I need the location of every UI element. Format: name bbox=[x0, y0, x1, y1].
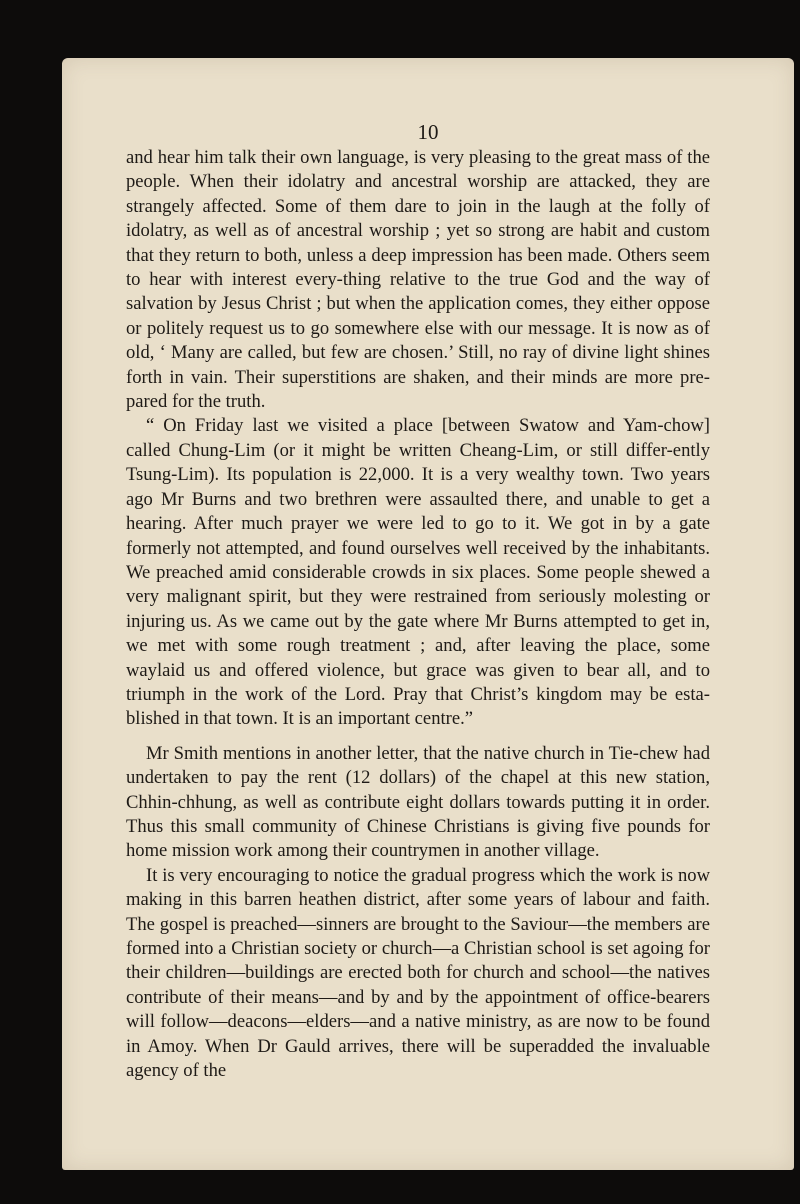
page-body-text bbox=[126, 146, 710, 1083]
page-number: 10 bbox=[417, 120, 439, 144]
paragraph-idolatry: and hear him talk their own language, is very pleasing to the great mass of the people. When their idolatry and ancestral worship are attacked, they are strangely affected. Some of them dare to join in the laugh at the folly of idolatry, as well as of ancestral worship ; yet so strong are habit and custom that they return to both, unless a deep impression has been made. Others seem to hear with interest every-thing relative to the true God and the way of salvation by Jesus Christ ; but when the application comes, they either oppose or politely request us to go somewhere else with our message. It is now as of old, ‘ Many are called, but few are chosen.’ Still, no ray of divine light shines forth in vain. Their superstitions are shaken, and their minds are more pre-pared for the truth. bbox=[126, 147, 710, 413]
paragraph-native-church: Mr Smith mentions in another letter, that the native church in Tie-chew had undertaken to pay the rent (12 dollars) of the chapel at this new station, Chhin-chhung, as well as contribute eight dollars towards putting it in order. Thus this small community of Chinese Christians is giving five pounds for home mission work among their countrymen in another village. bbox=[126, 742, 710, 862]
paragraph-chung-lim: “ On Friday last we visited a place [between Swatow and Yam-chow] called Chung-Lim (or it might be written Cheang-Lim, or still differ-ently Tsung-Lim). Its population is 22,000. It is a very wealthy town. Two years ago Mr Burns and two brethren were assaulted there, and unable to get a hearing. After much prayer we were led to go to it. We got in by a gate formerly not attempted, and found ourselves well received by the inhabitants. We preached amid considerable crowds in six places. Some people shewed a very malignant spirit, but they were restrained from seriously molesting or injuring us. As we came out by the gate where Mr Burns attempted to get in, we met with some rough treatment ; and, after leaving the place, some waylaid us and offered violence, but grace was given to bear all, and to triumph in the work of the Lord. Pray that Christ’s kingdom may be esta-blished in that town. It is an important centre.” bbox=[126, 415, 710, 730]
paragraph-progress: It is very encouraging to notice the gradual progress which the work is now making in this barren heathen district, after some years of labour and faith. The gospel is preached—sinners are brought to the Saviour—the members are formed into a Christian society or church—a Christian school is set agoing for their children—buildings are erected both for church and school—the natives contribute of their means—and by and by the appointment of office-bearers will follow—deacons—elders—and a native ministry, as are now to be found in Amoy. When Dr Gauld arrives, there will be superadded the invaluable agency of the bbox=[126, 864, 710, 1082]
